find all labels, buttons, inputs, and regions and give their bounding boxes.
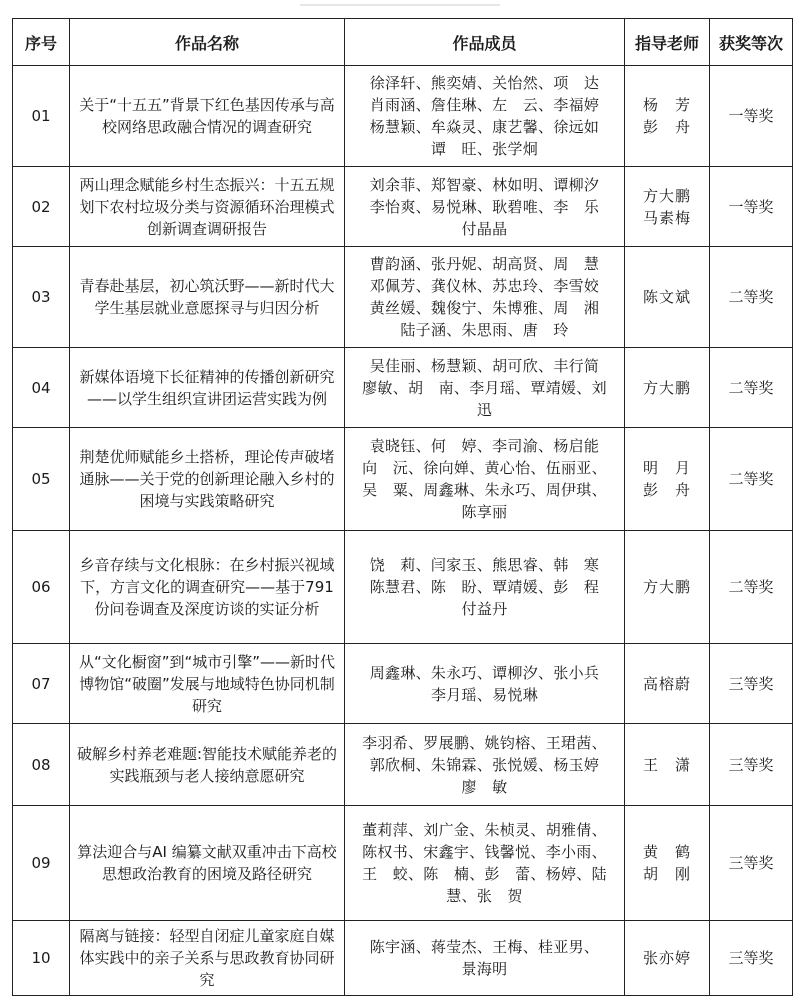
member-line: 曹韵涵、张丹妮、胡高贤、周 慧 <box>369 255 600 273</box>
cell-title: 从“文化橱窗”到“城市引擎”——新时代博物馆“破圈”发展与地域特色协同机制研究 <box>70 644 345 724</box>
cell-title: 乡音存续与文化根脉：在乡村振兴视域下，方言文化的调查研究——基于791份问卷调查及深度访谈的实证分析 <box>70 531 345 644</box>
table-row <box>13 806 793 921</box>
cell-award: 一等奖 <box>710 167 793 247</box>
header-award: 获奖等次 <box>710 19 793 66</box>
cell-no: 01 <box>13 66 70 167</box>
table-row <box>13 66 793 167</box>
cell-award: 二等奖 <box>710 428 793 531</box>
cell-advisor <box>625 66 710 167</box>
header-no: 序号 <box>13 19 70 66</box>
advisor-name: 高榕蔚 <box>642 674 691 693</box>
member-line: 付益丹 <box>461 600 508 618</box>
advisor-name: 王 潇 <box>642 755 691 774</box>
table-row <box>13 247 793 348</box>
member-line: 周鑫琳、朱永巧、谭柳汐、张小兵 <box>369 663 600 682</box>
cell-no: 06 <box>13 531 70 644</box>
advisor-name: 黄 鹤 <box>642 843 691 861</box>
cell-advisor <box>625 348 710 428</box>
member-line: 景海明 <box>461 960 508 978</box>
cell-award: 二等奖 <box>710 348 793 428</box>
member-line: 饶 莉、闫家玉、熊思睿、韩 寒 <box>369 556 600 574</box>
member-line: 陈权书、宋鑫宇、钱馨悦、李小雨、 <box>362 843 607 861</box>
table-row <box>13 428 793 531</box>
cell-members <box>345 806 625 921</box>
member-line: 付晶晶 <box>461 219 508 238</box>
cell-title: 隔离与链接：轻型自闭症儿童家庭自媒体实践中的亲子关系与思政教育协同研究 <box>70 921 345 996</box>
cell-no: 03 <box>13 247 70 348</box>
advisor-name: 杨 芳 <box>642 96 691 114</box>
member-line: 吴 粟、周鑫琳、朱永巧、周伊琪、 <box>362 481 607 499</box>
member-line: 陆子涵、朱思雨、唐 玲 <box>400 321 569 339</box>
cell-no: 08 <box>13 724 70 806</box>
cell-title: 青春赴基层，初心筑沃野——新时代大学生基层就业意愿探寻与归因分析 <box>70 247 345 348</box>
member-line: 李月瑶、易悦琳 <box>430 685 539 704</box>
cell-no: 02 <box>13 167 70 247</box>
member-line: 邓佩芳、龚仪林、苏忠玲、李雪姣 <box>369 277 600 295</box>
table-header <box>13 19 793 66</box>
member-line: 向 沅、徐向婵、黄心怡、伍丽亚、 <box>362 459 607 477</box>
member-line: 黄丝媛、魏俊宁、朱博雅、周 湘 <box>369 299 600 317</box>
cropped-title-remnant <box>0 0 799 16</box>
cell-no: 10 <box>13 921 70 996</box>
cell-members <box>345 66 625 167</box>
cell-award: 三等奖 <box>710 724 793 806</box>
member-line: 陈享丽 <box>461 503 508 521</box>
member-line: 刘余菲、郑智豪、林如明、谭柳汐 <box>369 175 600 194</box>
member-line: 李羽希、罗展鹏、姚钧榕、王珺茜、 <box>362 733 607 752</box>
cell-members <box>345 921 625 996</box>
cell-advisor <box>625 806 710 921</box>
cell-no: 07 <box>13 644 70 724</box>
advisor-name: 方大鹏 <box>642 186 691 205</box>
header-title: 作品名称 <box>70 19 345 66</box>
advisor-name: 陈文斌 <box>642 288 691 306</box>
member-line: 吴佳丽、杨慧颖、胡可欣、丰行简 <box>369 356 600 375</box>
cell-members <box>345 348 625 428</box>
cell-members <box>345 531 625 644</box>
cell-members <box>345 428 625 531</box>
advisor-name: 方大鹏 <box>642 378 691 397</box>
cell-title: 荆楚优师赋能乡土搭桥，理论传声破堵通脉——关于党的创新理论融入乡村的困境与实践策略研究 <box>70 428 345 531</box>
table-row <box>13 644 793 724</box>
cell-title: 新媒体语境下长征精神的传播创新研究——以学生组织宣讲团运营实践为例 <box>70 348 345 428</box>
cell-no: 09 <box>13 806 70 921</box>
cell-award: 二等奖 <box>710 531 793 644</box>
advisor-name: 彭 舟 <box>642 118 691 136</box>
award-table <box>12 18 793 996</box>
advisor-name: 方大鹏 <box>642 578 691 596</box>
advisor-name: 明 月 <box>642 459 691 477</box>
cell-advisor <box>625 921 710 996</box>
member-line: 袁晓钰、何 婷、李司渝、杨启能 <box>369 437 600 455</box>
cell-advisor <box>625 167 710 247</box>
cell-advisor <box>625 247 710 348</box>
cell-advisor <box>625 724 710 806</box>
table-body <box>13 66 793 996</box>
member-line: 廖敏、胡 南、李月瑶、覃靖媛、刘 <box>362 378 607 397</box>
cell-members <box>345 167 625 247</box>
member-line: 谭 旺、张学炯 <box>430 140 539 158</box>
advisor-name: 张亦婷 <box>642 949 691 967</box>
member-line: 徐泽轩、熊奕婧、关怡然、项 达 <box>369 74 600 92</box>
cell-award: 一等奖 <box>710 66 793 167</box>
advisor-name: 胡 刚 <box>642 865 691 883</box>
cell-advisor <box>625 644 710 724</box>
table-row <box>13 348 793 428</box>
cell-title: 算法迎合与AI 编纂文献双重冲击下高校思想政治教育的困境及路径研究 <box>70 806 345 921</box>
member-line: 慧、张 贺 <box>446 887 523 905</box>
member-line: 王 蛟、陈 楠、彭 蕾、杨婷、陆 <box>362 865 607 883</box>
cell-advisor <box>625 428 710 531</box>
advisor-name: 彭 舟 <box>642 481 691 499</box>
cell-members <box>345 724 625 806</box>
table-row <box>13 921 793 996</box>
member-line: 迅 <box>476 400 493 419</box>
cell-title: 破解乡村养老难题:智能技术赋能养老的实践瓶颈与老人接纳意愿研究 <box>70 724 345 806</box>
member-line: 董莉萍、刘广金、朱桢灵、胡雅倩、 <box>362 821 607 839</box>
header-advisor: 指导老师 <box>625 19 710 66</box>
cell-award: 三等奖 <box>710 806 793 921</box>
member-line: 肖雨涵、詹佳琳、左 云、李福婷 <box>369 96 600 114</box>
member-line: 李怡爽、易悦琳、耿碧唯、李 乐 <box>369 197 600 216</box>
member-line: 廖 敏 <box>461 777 508 796</box>
table-row <box>13 724 793 806</box>
member-line: 郭欣桐、朱锦霖、张悦媛、杨玉婷 <box>369 755 600 774</box>
cell-title: 两山理念赋能乡村生态振兴：十五五规划下农村垃圾分类与资源循环治理模式创新调查调研报告 <box>70 167 345 247</box>
cell-no: 04 <box>13 348 70 428</box>
header-members: 作品成员 <box>345 19 625 66</box>
cell-no: 05 <box>13 428 70 531</box>
cell-award: 三等奖 <box>710 644 793 724</box>
cell-members <box>345 247 625 348</box>
header-row <box>13 19 793 66</box>
member-line: 陈慧君、陈 盼、覃靖媛、彭 程 <box>369 578 600 596</box>
table-row <box>13 531 793 644</box>
advisor-name: 马素梅 <box>642 208 691 227</box>
cell-advisor <box>625 531 710 644</box>
cell-members <box>345 644 625 724</box>
cell-award: 二等奖 <box>710 247 793 348</box>
table-row <box>13 167 793 247</box>
member-line: 杨慧颖、牟焱灵、康艺馨、徐远如 <box>369 118 600 136</box>
member-line: 陈宇涵、蒋莹杰、王梅、桂亚男、 <box>369 938 600 956</box>
cell-award: 三等奖 <box>710 921 793 996</box>
cell-title: 关于“十五五”背景下红色基因传承与高校网络思政融合情况的调查研究 <box>70 66 345 167</box>
